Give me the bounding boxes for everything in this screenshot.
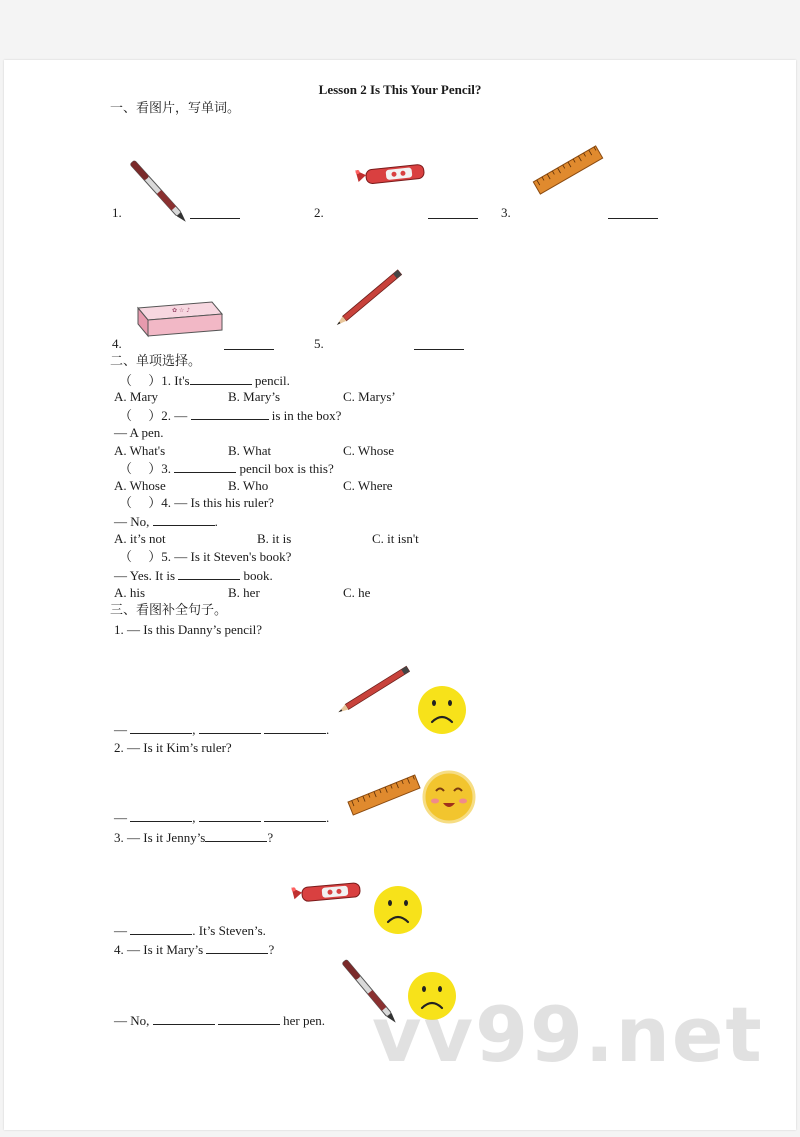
s2-question-5: （ ）5. — Is it Steven's book? bbox=[119, 549, 292, 564]
s3-answer-3: — . It’s Steven’s. bbox=[114, 923, 266, 938]
s2-q4-option-c[interactable]: C. it isn't bbox=[372, 531, 419, 546]
section1-heading: 一、看图片，写单词。 bbox=[110, 100, 241, 115]
s2-q1-option-b[interactable]: B. Mary’s bbox=[228, 389, 280, 404]
pen-icon bbox=[124, 160, 194, 230]
s3-answer-2: — , . bbox=[114, 810, 330, 825]
s1-item-3: 3. bbox=[501, 205, 511, 220]
ruler-icon bbox=[526, 140, 610, 200]
ruler-icon bbox=[344, 766, 424, 824]
s2-q4-option-a[interactable]: A. it’s not bbox=[114, 531, 166, 546]
s3-question-3: 3. — Is it Jenny’s ? bbox=[114, 830, 274, 845]
s2-q3-option-a[interactable]: A. Whose bbox=[114, 478, 166, 493]
pencil-icon bbox=[324, 260, 414, 336]
s1-item-2: 2. bbox=[314, 205, 324, 220]
s2-q2-option-a[interactable]: A. What's bbox=[114, 443, 166, 458]
s1-answer-2[interactable] bbox=[428, 206, 478, 219]
s2-question-1: （ ）1. It's pencil. bbox=[119, 373, 290, 388]
s2-q5-dialog: — Yes. It is book. bbox=[114, 568, 273, 583]
s2-q2-option-b[interactable]: B. What bbox=[228, 443, 272, 458]
page-title: Lesson 2 Is This Your Pencil? bbox=[318, 82, 482, 97]
worksheet-page bbox=[4, 60, 796, 1130]
s2-q4-dialog: — No, . bbox=[114, 514, 218, 529]
s1-answer-4[interactable] bbox=[224, 337, 274, 350]
s1-item-1: 1. bbox=[112, 205, 122, 220]
s2-q2-dialog: — A pen. bbox=[114, 425, 164, 440]
section2-heading: 二、单项选择。 bbox=[110, 353, 202, 368]
s3-question-2: 2. — Is it Kim’s ruler? bbox=[114, 740, 232, 755]
pencil-icon bbox=[332, 658, 416, 722]
s3-question-4: 4. — Is it Mary’s ? bbox=[114, 942, 275, 957]
s2-q1-option-c[interactable]: C. Marys’ bbox=[343, 389, 396, 404]
s2-question-3: （ ）3. pencil box is this? bbox=[119, 461, 334, 476]
s2-q2-option-c[interactable]: C. Whose bbox=[343, 443, 395, 458]
svg-text:✿ ☆ ♪: ✿ ☆ ♪ bbox=[172, 307, 191, 314]
s1-answer-1[interactable] bbox=[190, 206, 240, 219]
sad-face-icon bbox=[414, 682, 470, 738]
section3-heading: 三、看图补全句子。 bbox=[110, 602, 228, 617]
pencil-box-icon bbox=[132, 298, 224, 340]
watermark: vv99.net bbox=[372, 990, 764, 1079]
s2-q4-option-b[interactable]: B. it is bbox=[257, 531, 292, 546]
s2-q5-option-a[interactable]: A. his bbox=[114, 585, 146, 600]
marker-icon bbox=[286, 872, 370, 912]
s2-question-4: （ ）4. — Is this his ruler? bbox=[119, 495, 274, 510]
s3-answer-4: — No, her pen. bbox=[114, 1013, 326, 1028]
s2-q3-option-b[interactable]: B. Who bbox=[228, 478, 269, 493]
s1-answer-3[interactable] bbox=[608, 206, 658, 219]
s2-q5-option-b[interactable]: B. her bbox=[228, 585, 260, 600]
sad-face-icon bbox=[370, 882, 426, 938]
s1-item-4: 4. bbox=[112, 336, 122, 351]
s3-question-1: 1. — Is this Danny’s pencil? bbox=[114, 622, 263, 637]
s2-question-2: （ ）2. — is in the box? bbox=[119, 408, 342, 423]
s3-answer-1: — , . bbox=[114, 722, 330, 737]
happy-face-icon bbox=[418, 766, 480, 828]
s2-q3-option-c[interactable]: C. Where bbox=[343, 478, 393, 493]
s1-item-5: 5. bbox=[314, 336, 324, 351]
s2-q1-option-a[interactable]: A. Mary bbox=[114, 389, 159, 404]
s1-answer-5[interactable] bbox=[414, 337, 464, 350]
s2-q5-option-c[interactable]: C. he bbox=[343, 585, 371, 600]
marker-icon bbox=[344, 152, 440, 196]
